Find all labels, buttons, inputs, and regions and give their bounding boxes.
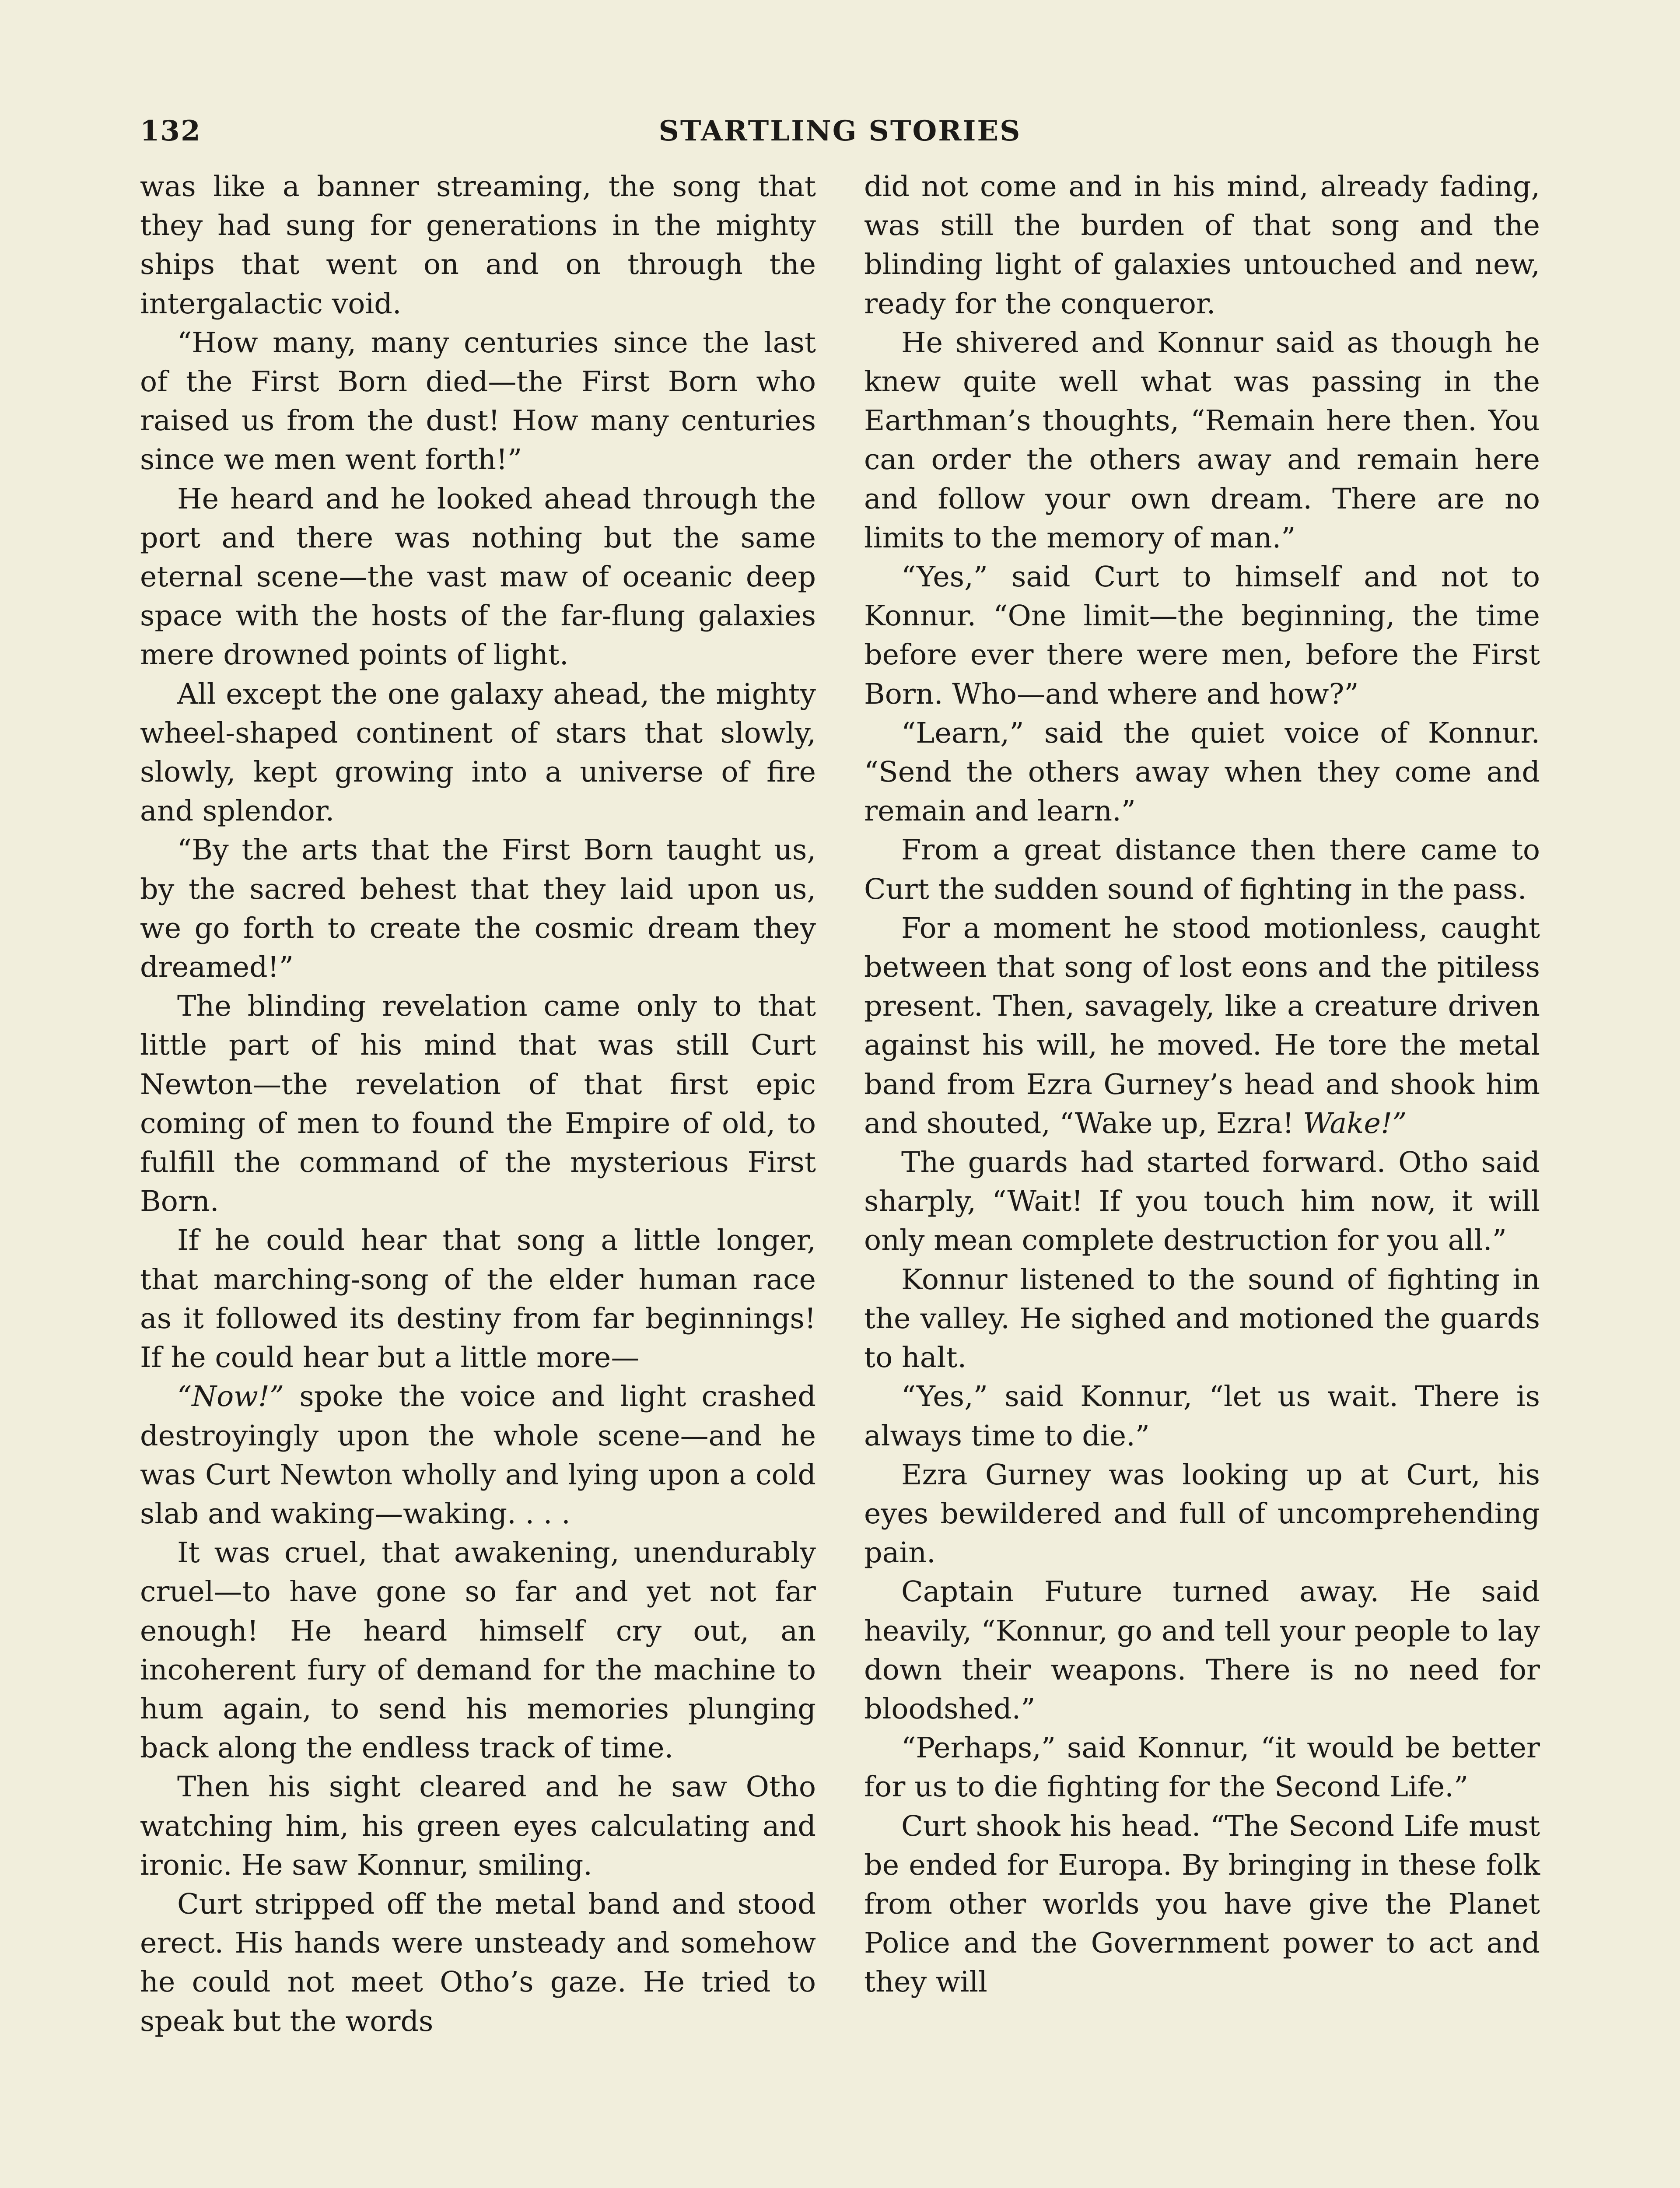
paragraph <box>864 831 1540 908</box>
paragraph-text: “Yes,” said Konnur, “let us wait. There is always time to die.” <box>864 1380 1540 1452</box>
paragraph <box>864 1572 1540 1729</box>
running-title: STARTLING STORIES <box>658 115 1022 147</box>
paragraph-text: “Yes,” said Curt to himself and not to Konnur. “One limit—the beginning, the time before ever there were men, before the First Born. Who—and where and how?” <box>864 561 1540 711</box>
paragraph-text: If he could hear that song a little longer, that marching-song of the elder human race as it followed its destiny from far beginnings! If he could hear but a little more— <box>140 1224 816 1375</box>
paragraph <box>140 323 816 480</box>
paragraph <box>864 1377 1540 1455</box>
paragraph <box>140 1767 816 1885</box>
paragraph-text: The blinding revelation came only to that little part of his mind that was still Curt Newton—the revelation of that first epic coming of men to found the Empire of old, to fulfill the command of the mysterious First Born. <box>140 990 816 1218</box>
paragraph-text: did not come and in his mind, already fading, was still the burden of that song and the blinding light of galaxies untouched and new, ready for the conqueror. <box>864 170 1540 320</box>
italic-text: “Now!” <box>177 1380 284 1413</box>
paragraph <box>140 1377 816 1533</box>
paragraph <box>864 1143 1540 1260</box>
paragraph <box>140 1533 816 1767</box>
paragraph-text: For a moment he stood motionless, caught between that song of lost eons and the pitiless present. Then, savagely, like a creature driven against his will, he moved. He tore the metal band from Ezra Gurney’s head and shook him and shouted, “Wake up, Ezra! <box>864 912 1540 1140</box>
page-header <box>140 115 1540 154</box>
paragraph <box>140 987 816 1221</box>
paragraph-text: Then his sight cleared and he saw Otho watching him, his green eyes calculating and ironic. He saw Konnur, smiling. <box>140 1771 816 1882</box>
paragraph-text: was like a banner streaming, the song that they had sung for generations in the mighty ships that went on and on through the intergalactic void. <box>140 170 816 320</box>
paragraph <box>864 909 1540 1143</box>
paragraph <box>140 480 816 675</box>
paragraph <box>140 675 816 831</box>
paragraph <box>140 167 816 323</box>
page-number: 132 <box>140 115 201 147</box>
paragraph <box>864 1260 1540 1378</box>
right-text-column <box>864 167 1540 2002</box>
paragraph-text: Konnur listened to the sound of fighting in the valley. He sighed and motioned the guards to halt. <box>864 1263 1540 1375</box>
paragraph-text: Curt shook his head. “The Second Life must be ended for Europa. By bringing in these folk from other worlds you have give the Planet Police and the Government power to act and they will <box>864 1809 1540 1999</box>
paragraph <box>864 323 1540 558</box>
italic-text: Wake!” <box>1303 1107 1407 1140</box>
paragraph-text: The guards had started forward. Otho said sharply, “Wait! If you touch him now, it will only mean complete destruction for you all.” <box>864 1146 1540 1257</box>
paragraph-text: “Learn,” said the quiet voice of Konnur. “Send the others away when they come and remain and learn.” <box>864 716 1540 828</box>
paragraph-text: Ezra Gurney was looking up at Curt, his eyes bewildered and full of uncomprehending pain. <box>864 1458 1540 1570</box>
paragraph <box>864 1729 1540 1806</box>
paragraph <box>864 167 1540 323</box>
left-text-column <box>140 167 816 2041</box>
paragraph-text: He heard and he looked ahead through the port and there was nothing but the same eternal scene—the vast maw of oceanic deep space with the hosts of the far-flung galaxies mere drowned points of light. <box>140 482 816 672</box>
paragraph-text: “Perhaps,” said Konnur, “it would be better for us to die fighting for the Second Life.” <box>864 1732 1540 1804</box>
paragraph-text: Captain Future turned away. He said heavily, “Konnur, go and tell your people to lay down their weapons. There is no need for bloodshed.” <box>864 1575 1540 1725</box>
paragraph <box>864 714 1540 831</box>
paragraph <box>140 1221 816 1377</box>
paragraph-text: All except the one galaxy ahead, the mighty wheel-shaped continent of stars that slowly, slowly, kept growing into a universe of fire and splendor. <box>140 677 816 828</box>
paragraph <box>864 1455 1540 1573</box>
paragraph-text: “How many, many centuries since the last of the First Born died—the First Born who raised us from the dust! How many centuries since we men went forth!” <box>140 326 816 477</box>
paragraph-text: It was cruel, that awakening, unendurably cruel—to have gone so far and yet not far enough! He heard himself cry out, an incoherent fury of demand for the machine to hum again, to send his memories plunging back along the endless track of time. <box>140 1536 816 1765</box>
paragraph-text: “By the arts that the First Born taught us, by the sacred behest that they laid upon us, we go forth to create the cosmic dream they dreamed!” <box>140 834 816 984</box>
paragraph-text: Curt stripped off the metal band and stood erect. His hands were unsteady and somehow he could not meet Otho’s gaze. He tried to speak but the words <box>140 1887 816 2038</box>
paragraph <box>140 1885 816 2041</box>
paragraph-text: He shivered and Konnur said as though he knew quite well what was passing in the Earthman’s thoughts, “Remain here then. You can order the others away and remain here and follow your own dream. There are no limits to the memory of man.” <box>864 326 1540 554</box>
paragraph <box>864 558 1540 714</box>
paragraph-text: spoke the voice and light crashed destroyingly upon the whole scene—and he was Curt Newton wholly and lying upon a cold slab and waking—waking. . . . <box>140 1380 816 1530</box>
paragraph <box>864 1807 1540 2002</box>
paragraph-text: From a great distance then there came to Curt the sudden sound of fighting in the pass. <box>864 834 1540 906</box>
paragraph <box>140 831 816 987</box>
